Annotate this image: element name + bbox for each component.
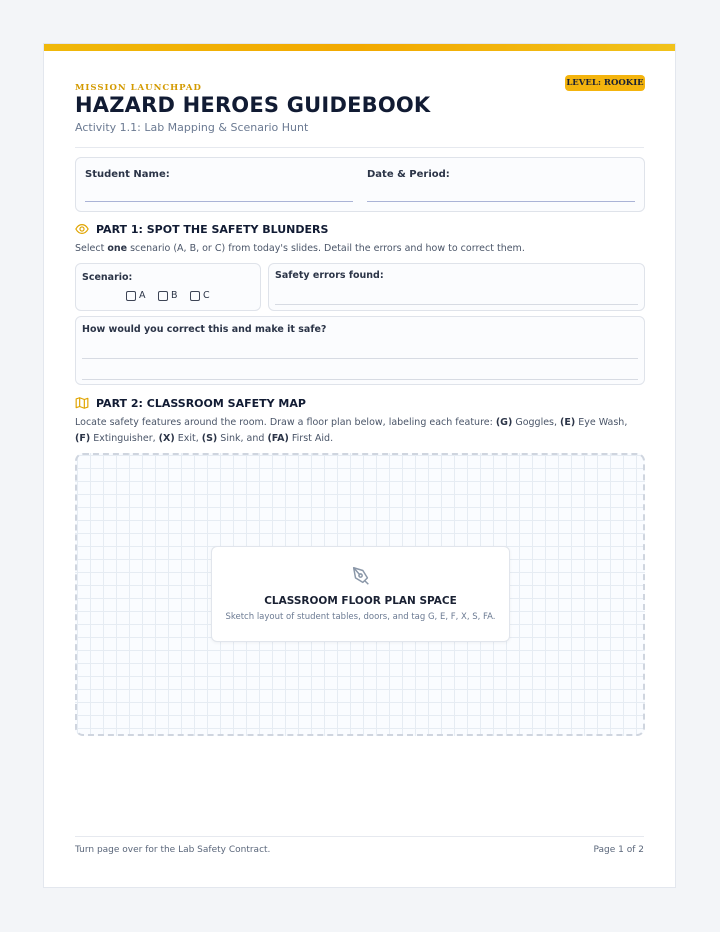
correction-answer-line-2[interactable]	[82, 379, 638, 380]
part1-instructions: Select one scenario (A, B, or C) from today's slides. Detail the errors and how to correct them.	[75, 243, 525, 254]
errors-label: Safety errors found:	[275, 270, 384, 281]
part2-instructions: Locate safety features around the room. Draw a floor plan below, labeling each feature: (G) Goggles, (E) Eye Wash, (F) Extinguisher, (X) Exit, (S) Sink, and (FA) First Aid.	[75, 417, 628, 444]
level-badge: LEVEL: ROOKIE	[565, 75, 645, 91]
checkbox-c[interactable]	[190, 291, 200, 301]
pen-nib-icon	[350, 565, 372, 587]
part1-title: PART 1: SPOT THE SAFETY BLUNDERS	[96, 223, 329, 236]
scenario-option-b[interactable]: B	[158, 290, 178, 301]
kicker-label: MISSION LAUNCHPAD	[75, 83, 202, 93]
checkbox-a[interactable]	[126, 291, 136, 301]
part2-title: PART 2: CLASSROOM SAFETY MAP	[96, 397, 306, 410]
checkbox-b[interactable]	[158, 291, 168, 301]
correction-label: How would you correct this and make it safe?	[82, 324, 327, 335]
page-subtitle: Activity 1.1: Lab Mapping & Scenario Hunt	[75, 121, 309, 134]
page-number: Page 1 of 2	[593, 845, 644, 855]
date-period-field[interactable]	[367, 201, 635, 202]
student-name-field[interactable]	[85, 201, 353, 202]
scenario-option-a[interactable]: A	[126, 290, 146, 301]
correction-answer-line-1[interactable]	[82, 358, 638, 359]
page-title: HAZARD HEROES GUIDEBOOK	[75, 93, 431, 117]
errors-box	[268, 263, 645, 311]
student-info-box	[75, 157, 645, 212]
floor-plan-card	[211, 546, 510, 642]
student-name-label: Student Name:	[85, 169, 170, 180]
footer-divider	[75, 836, 644, 837]
map-icon	[75, 396, 89, 410]
worksheet-page	[43, 43, 676, 888]
footer-note: Turn page over for the Lab Safety Contract.	[75, 845, 271, 855]
floor-plan-subtitle: Sketch layout of student tables, doors, and tag G, E, F, X, S, FA.	[225, 612, 496, 622]
scenario-label: Scenario:	[82, 272, 133, 283]
header-divider	[75, 147, 644, 148]
floor-plan-title: CLASSROOM FLOOR PLAN SPACE	[264, 595, 457, 607]
errors-answer-line[interactable]	[275, 304, 638, 305]
scenario-option-c[interactable]: C	[190, 290, 210, 301]
date-period-label: Date & Period:	[367, 169, 450, 180]
eye-icon	[75, 222, 89, 236]
top-accent-bar	[44, 44, 675, 51]
scenario-box	[75, 263, 261, 311]
correction-box	[75, 316, 645, 385]
